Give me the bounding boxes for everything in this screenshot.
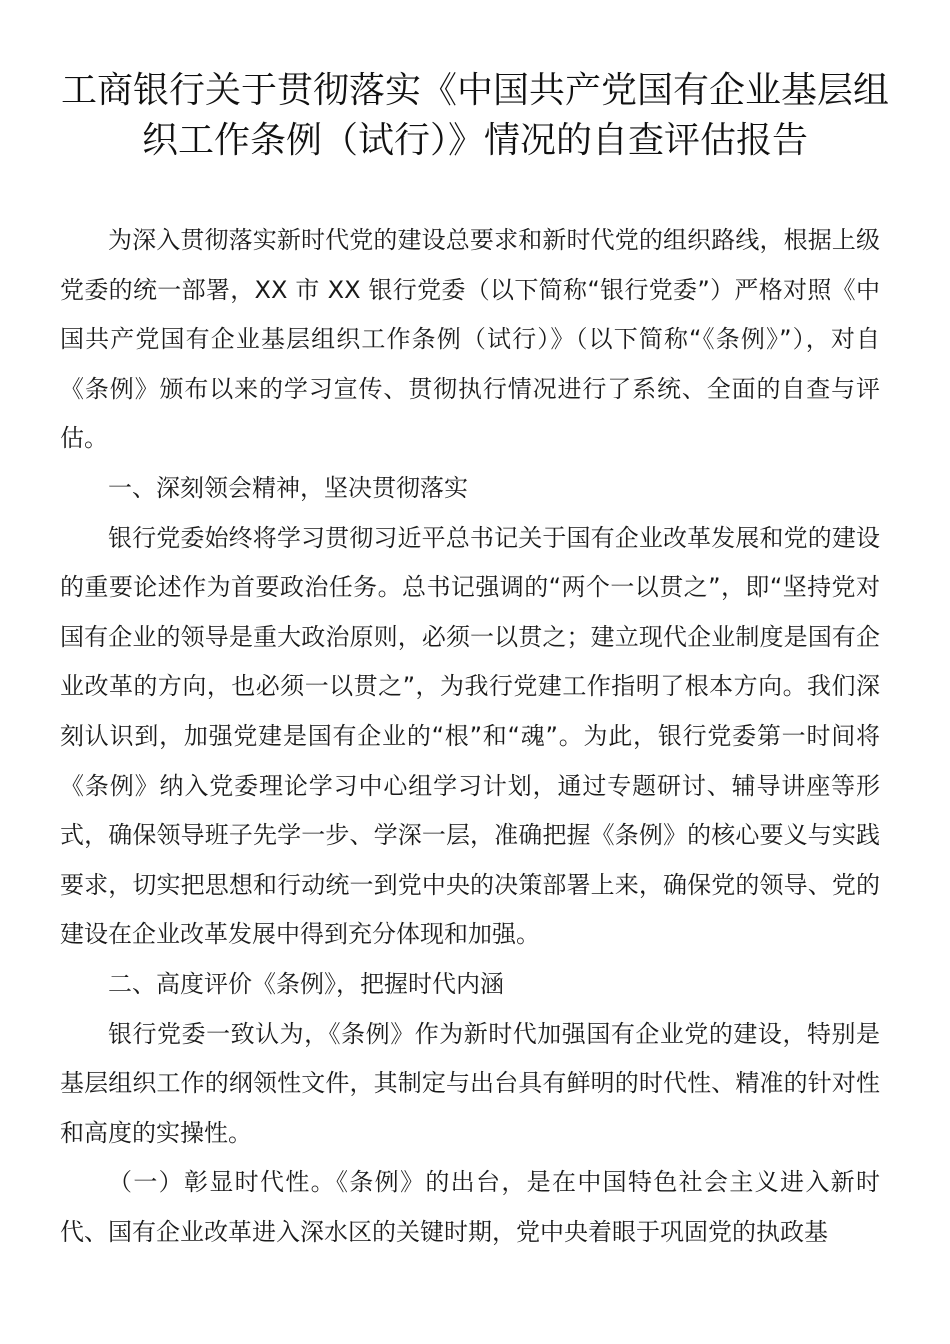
section-2-paragraph: 银行党委一致认为，《条例》作为新时代加强国有企业党的建设，特别是基层组织工作的纲领性文件，其制定与出台具有鲜明的时代性、精准的针对性和高度的实操性。 [60,1019,880,1147]
section-1-paragraph: 银行党委始终将学习贯彻习近平总书记关于国有企业改革发展和党的建设的重要论述作为首要政治任务。总书记强调的“两个一以贯之”，即“坚持党对国有企业的领导是重大政治原则，必须一以贯之；建立现代企业制度是国有企业改革的方向，也必须一以贯之”，为我行党建工作指明了根本方向。我们深刻认识到，加强党建是国有企业的“根”和“魂”。为此，银行党委第一时间将《条例》纳入党委理论学习中心组学习计划，通过专题研讨、辅导讲座等形式，确保领导班子先学一步、学深一层，准确把握《条例》的核心要义与实践要求，切实把思想和行动统一到党中央的决策部署上来，确保党的领导、党的建设在企业改革发展中得到充分体现和加强。 [60,523,880,949]
document-title: 工商银行关于贯彻落实《中国共产党国有企业基层组织工作条例（试行）》情况的自查评估报告 [60,70,889,161]
section-heading-1: 一、深刻领会精神，坚决贯彻落实 [108,473,468,502]
intro-paragraph: 为深入贯彻落实新时代党的建设总要求和新时代党的组织路线，根据上级党委的统一部署，XX 市 XX 银行党委（以下简称“银行党委”）严格对照《中国共产党国有企业基层组织工作条例（试行）》（以下简称“《条例》”），对自《条例》颁布以来的学习宣传、贯彻执行情况进行了系统、全面的自查与评估。 [60,226,880,453]
section-heading-2: 二、高度评价《条例》，把握时代内涵 [108,969,504,998]
document-body [60,216,880,1257]
subsection-1-paragraph: （一）彰显时代性。《条例》的出台，是在中国特色社会主义进入新时代、国有企业改革进入深水区的关键时期，党中央着眼于巩固党的执政基 [60,1168,880,1246]
